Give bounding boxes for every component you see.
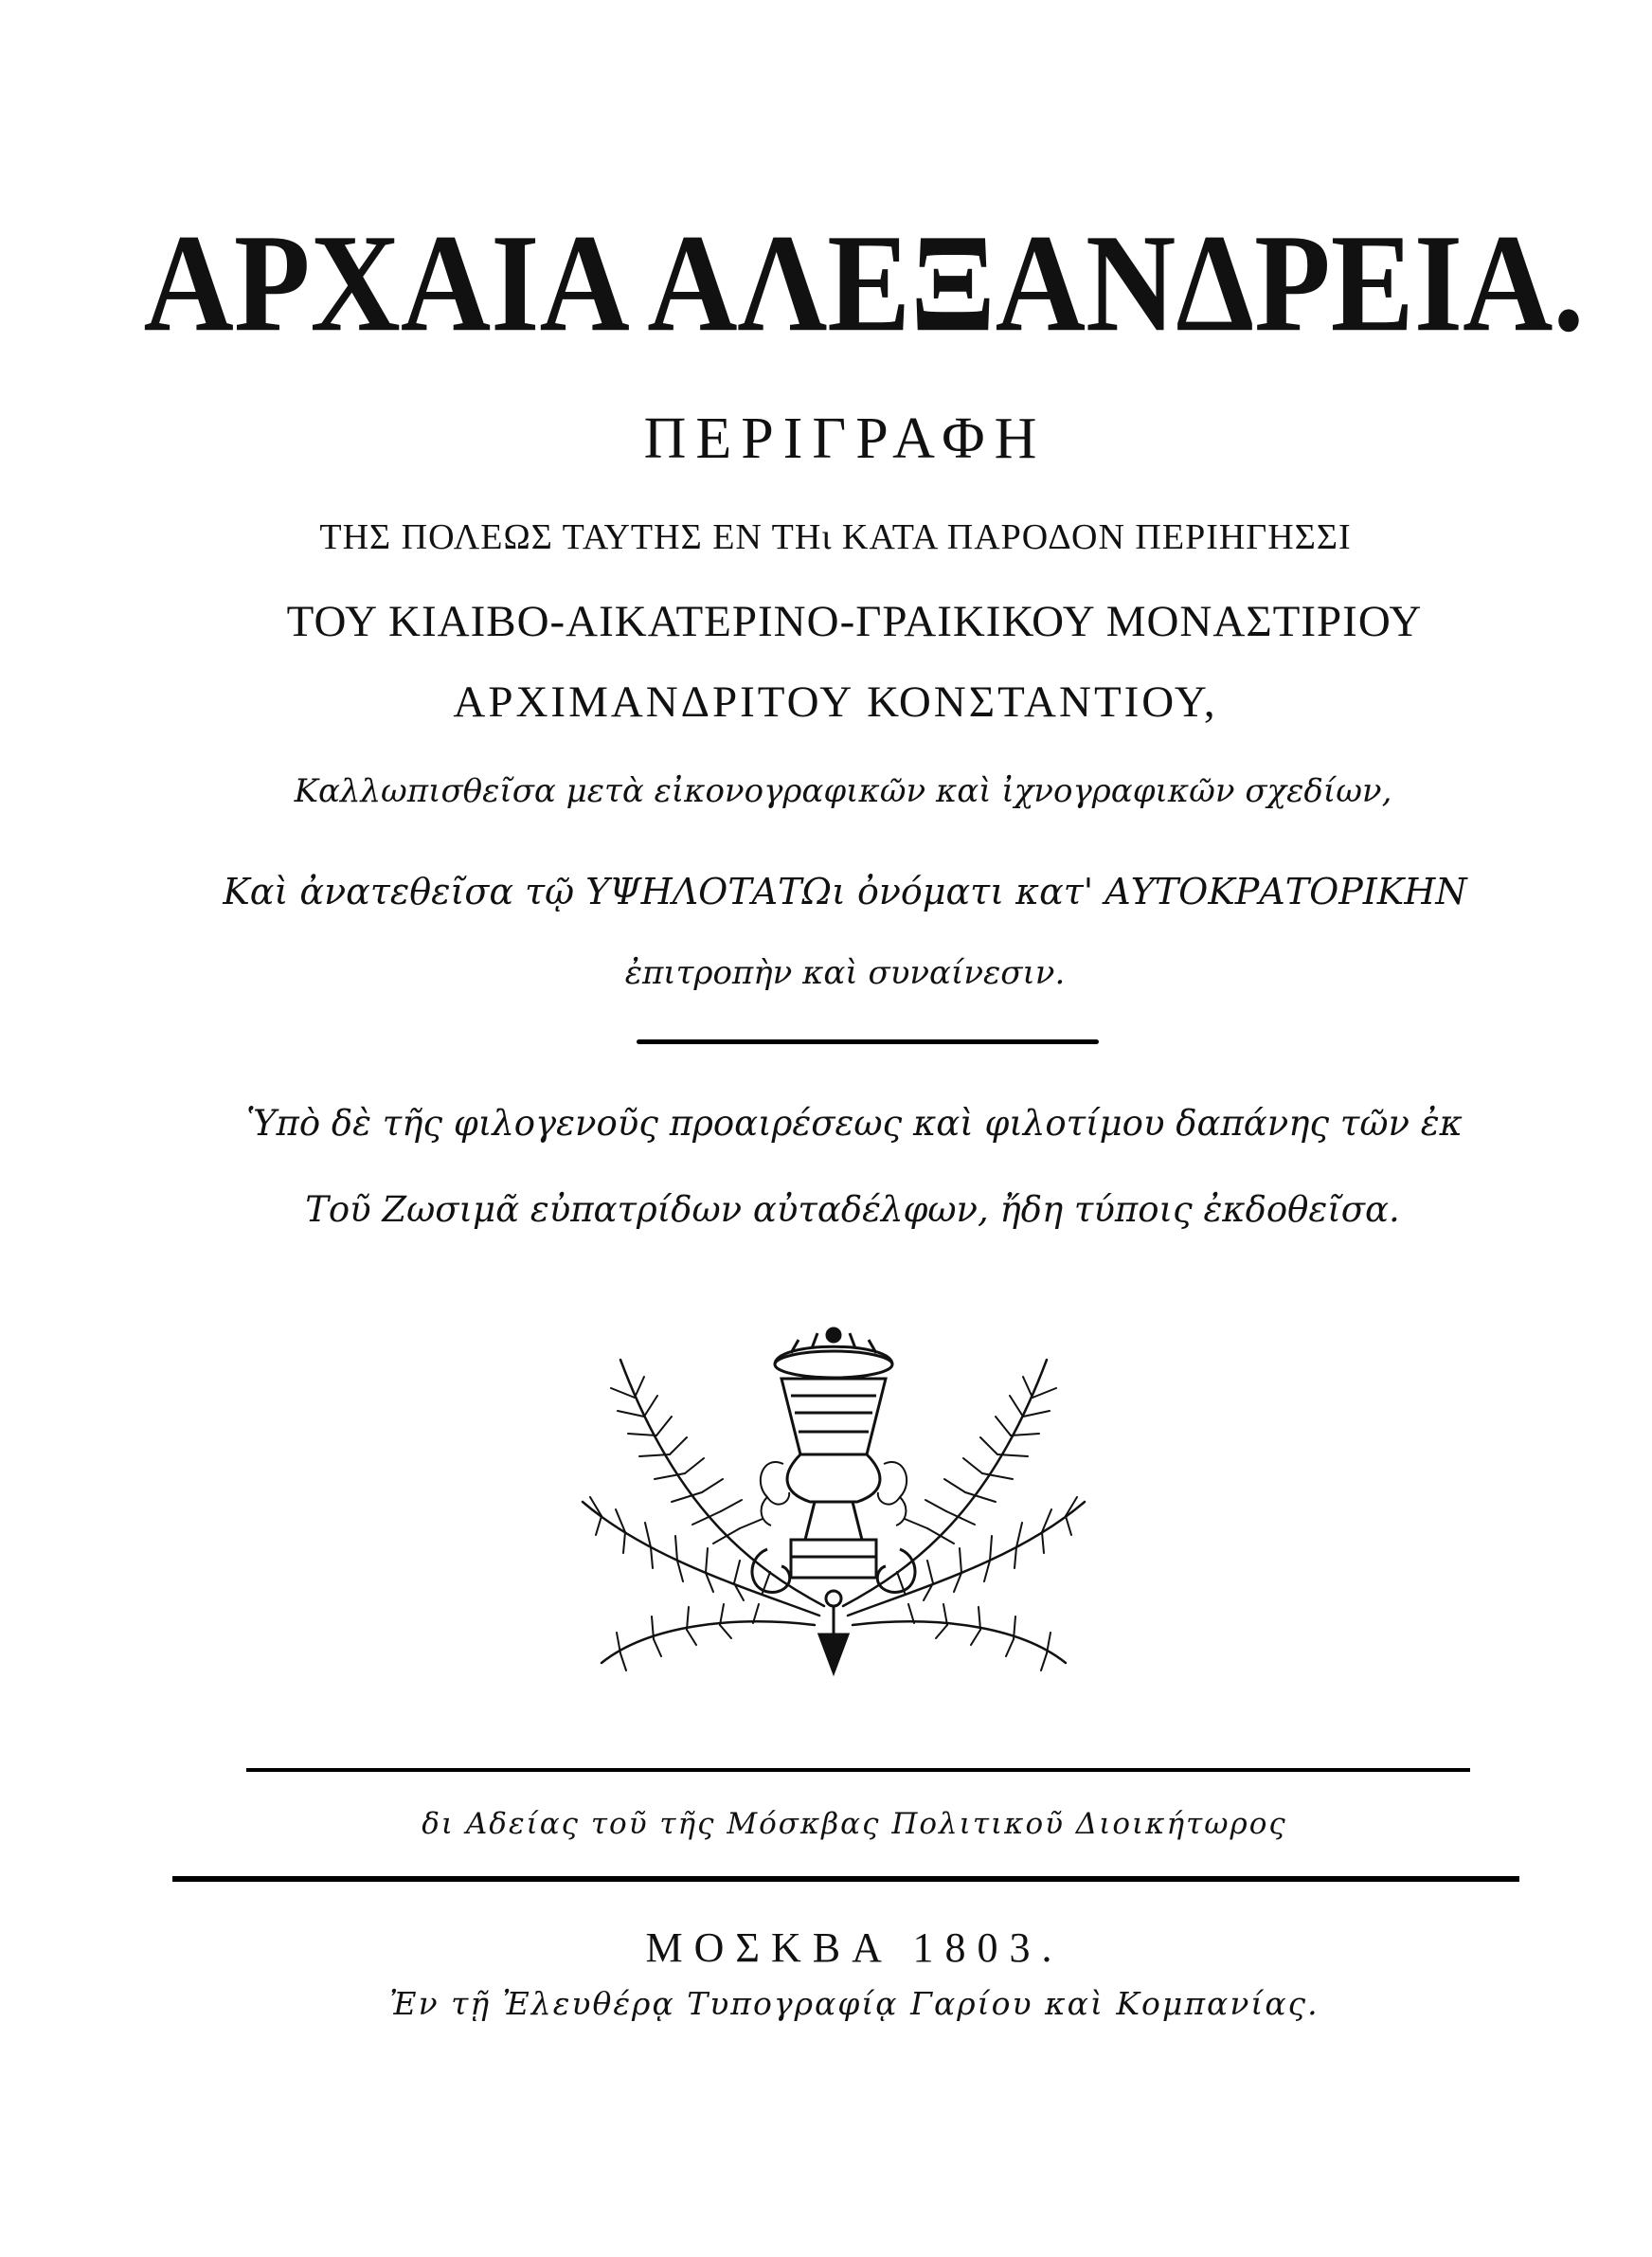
- short-rule: [637, 1039, 1099, 1044]
- italic-line-1: Καλλωπισθεῖσα μετὰ εἰκονογραφικῶν καὶ ἰχνογραφικῶν σχεδίων,: [294, 772, 1392, 810]
- italic-line-5: Τοῦ Ζωσιμᾶ εὐπατρίδων αὐταδέλφων, ἤδη τύποις ἐκδοθεῖσα.: [305, 1189, 1400, 1230]
- italic-line-2: Καὶ ἀνατεθεῖσα τῷ ΥΨΗΛΟΤΑΤΩι ὀνόματι κατ' ΑΥΤΟΚΡΑΤΟΡΙΚΗΝ: [223, 871, 1467, 912]
- license-line: δι Αδείας τοῦ τῆς Μόσκβας Πολιτικοῦ Διοικήτωρος: [422, 1807, 1287, 1841]
- lower-rule: [172, 1876, 1519, 1882]
- printers-vignette-ornament: [564, 1322, 1104, 1691]
- subtitle: ΠΕΡΙΓΡΑΦΗ: [643, 406, 1047, 471]
- italic-line-4: Ὑπὸ δὲ τῆς φιλογενοῦς προαιρέσεως καὶ φιλοτίμου δαπάνης τῶν ἐκ: [246, 1103, 1463, 1144]
- press-line: Ἐν τῇ Ἐλευθέρᾳ Τυπογραφίᾳ Γαρίου καὶ Κομπανίας.: [389, 1985, 1320, 2022]
- upper-rule: [246, 1768, 1470, 1772]
- caps-line-2: ΤΟΥ ΚΙΑΙΒΟ-ΑΙΚΑΤΕΡΙΝΟ-ΓΡΑΙΚΙΚΟΥ ΜΟΝΑΣΤΙΡΙΟΥ: [286, 597, 1423, 646]
- city-year: ΜΟΣΚΒΑ 1803.: [645, 1924, 1064, 1971]
- main-title: ΑΡΧΑΙΑ ΑΛΕΞΑΝΔΡΕΙΑ.: [143, 205, 1585, 361]
- caps-line-3: ΑΡΧΙΜΑΝΔΡΙΤΟΥ ΚΟΝΣΤΑΝΤΙΟΥ,: [453, 677, 1218, 727]
- caps-line-1: ΤΗΣ ΠΟΛΕΩΣ ΤΑΥΤΗΣ ΕΝ ΤΗι ΚΑΤΑ ΠΑΡΟΔΟΝ ΠΕΡΙΗΓΗΣΣΙ: [319, 517, 1352, 557]
- italic-line-3: ἐπιτροπὴν καὶ συναίνεσιν.: [624, 954, 1066, 992]
